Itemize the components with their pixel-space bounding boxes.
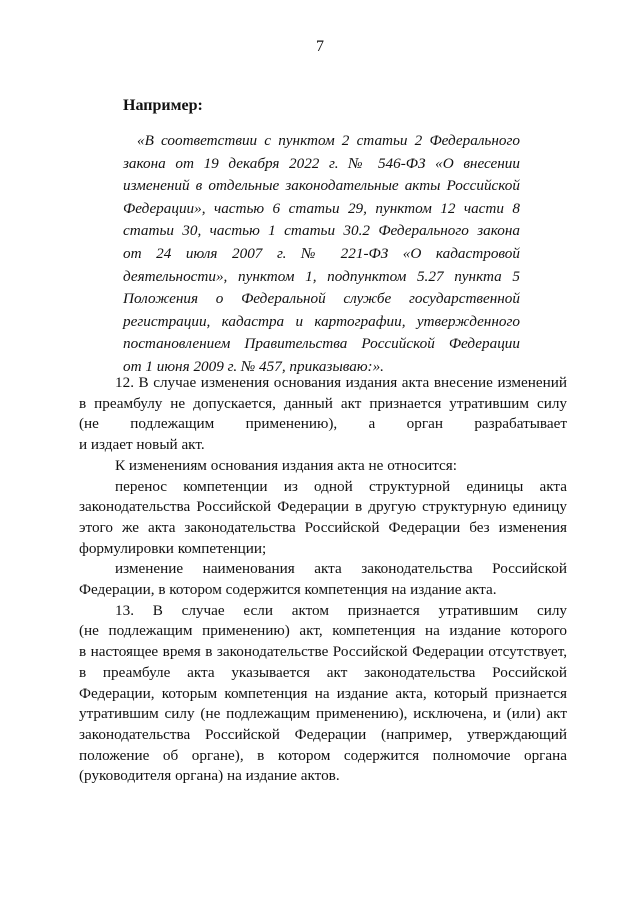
exception-item-line: этого же акта законодательства Российской Федерации без изменения xyxy=(79,518,567,536)
example-heading: Например: xyxy=(123,97,203,114)
quote-line: от 24 июля 2007 г. № 221-ФЗ «О кадастровой xyxy=(123,244,520,262)
quote-line: Положения о Федеральной службе государственной xyxy=(123,290,520,308)
paragraph-12-line: 12. В случае изменения основания издания акта внесение изменений xyxy=(115,374,567,391)
quote-line: деятельности», пунктом 1, подпунктом 5.27 пункта 5 xyxy=(123,267,520,285)
paragraph-13-line: утратившим силу (не подлежащим применению), исключена, и (или) акт xyxy=(79,705,567,723)
page-number: 7 xyxy=(316,38,324,55)
body-text xyxy=(79,373,567,787)
quote-line: изменений в отдельные законодательные акты Российской xyxy=(123,177,520,195)
paragraph-13-line: (не подлежащим применению) акт, компетенция на издание которого xyxy=(79,622,567,640)
exception-item-line: законодательства Российской Федерации в другую структурную единицу xyxy=(79,498,567,516)
paragraph-13-line: (руководителя органа) на издание актов. xyxy=(79,767,340,785)
quote-line: от 1 июня 2009 г. № 457, приказываю:». xyxy=(123,357,384,375)
paragraph-13-line: законодательства Российской Федерации (например, утверждающий xyxy=(79,725,567,743)
quote-line: Федерации», частью 6 статьи 29, пунктом 12 части 8 xyxy=(123,199,520,217)
paragraph-13-line: Федерации, которым компетенция на издание акта, который признается xyxy=(79,684,567,702)
exception-item-line: перенос компетенции из одной структурной единицы акта xyxy=(115,477,567,495)
paragraph-13-line: положение об органе), в котором содержится полномочие органа xyxy=(79,746,567,764)
paragraph-12-line: и издает новый акт. xyxy=(79,436,205,454)
paragraph-12-line: в преамбулу не допускается, данный акт признается утратившим силу xyxy=(79,394,567,412)
exception-item-line: изменение наименования акта законодательства Российской xyxy=(115,560,567,578)
exception-item-line: формулировки компетенции; xyxy=(79,539,267,557)
exception-item-line: Федерации, в котором содержится компетенция на издание акта. xyxy=(79,581,497,599)
paragraph-13-line: в преамбуле акта указывается акт законодательства Российской xyxy=(79,663,567,681)
paragraph-12-line: (не подлежащим применению), а орган разрабатывает xyxy=(79,415,567,433)
quote-line: постановлением Правительства Российской Федерации xyxy=(123,335,520,353)
paragraph-13-line: 13. В случае если актом признается утратившим силу xyxy=(115,601,567,619)
exceptions-intro: К изменениям основания издания акта не относится: xyxy=(115,456,457,474)
quote-line: статьи 30, частью 1 статьи 30.2 Федерального закона xyxy=(123,222,520,240)
example-quote xyxy=(123,130,520,379)
paragraph-13-line: в настоящее время в законодательстве Российской Федерации отсутствует, xyxy=(79,643,567,661)
quote-line: «В соответствии с пунктом 2 статьи 2 Федерального xyxy=(137,132,520,149)
quote-line: регистрации, кадастра и картографии, утвержденного xyxy=(123,312,520,330)
quote-line: закона от 19 декабря 2022 г. № 546-ФЗ «О внесении xyxy=(123,154,520,172)
